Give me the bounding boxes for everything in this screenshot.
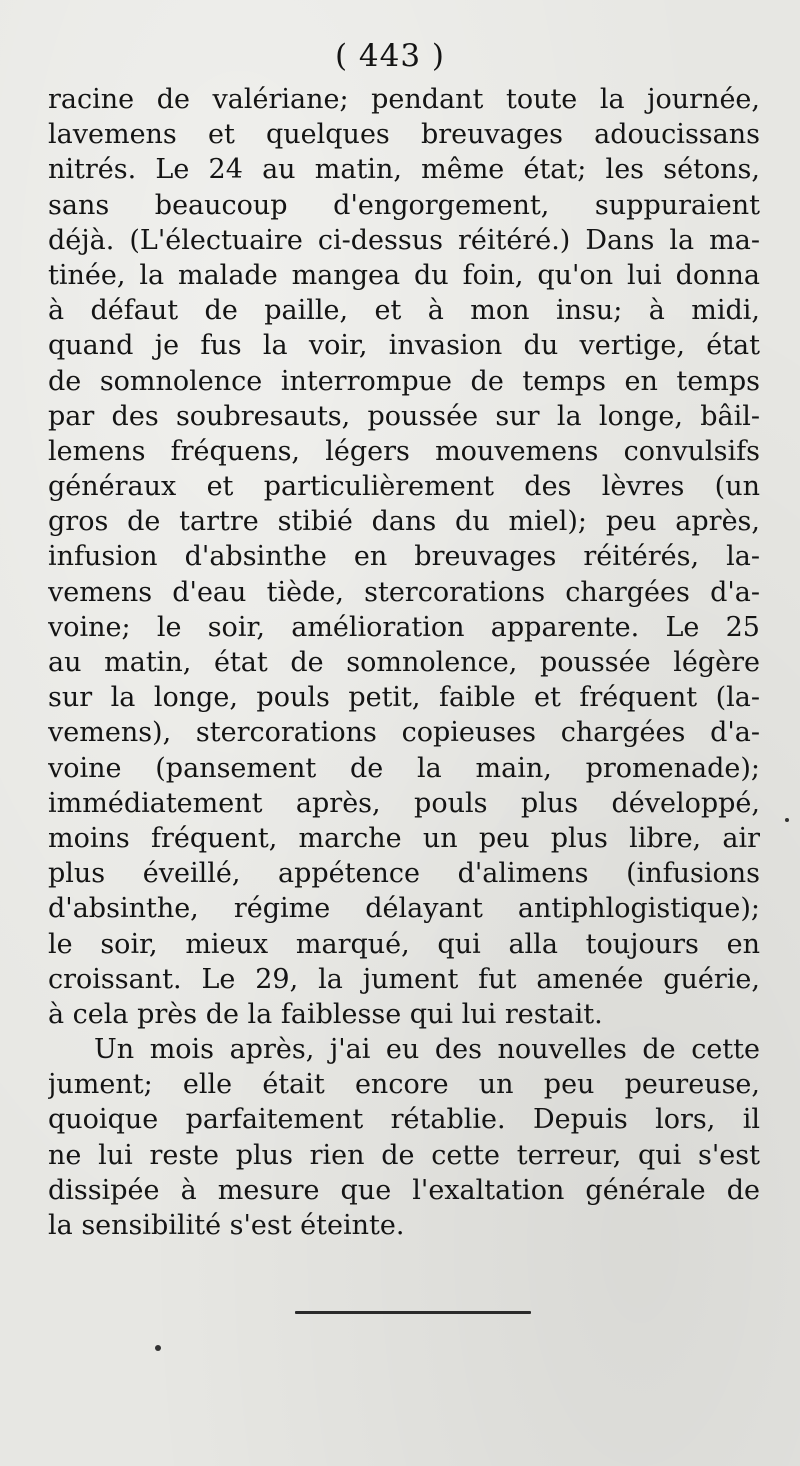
text-line: la sensibilité s'est éteinte. <box>48 1210 405 1241</box>
text-line: à défaut de paille, et à mon insu; à midi, <box>48 295 760 327</box>
ink-speck <box>155 1345 161 1351</box>
text-line: d'absinthe, régime délayant antiphlogistique); <box>48 893 760 925</box>
paragraph-1 <box>48 82 760 1032</box>
text-line: généraux et particulièrement des lèvres (un <box>48 471 760 503</box>
text-line: sans beaucoup d'engorgement, suppuraient <box>48 189 760 221</box>
text-line: vemens), stercorations copieuses chargées d'a- <box>48 717 760 749</box>
text-line: quand je fus la voir, invasion du vertige, état <box>48 330 760 362</box>
text-line: le soir, mieux marqué, qui alla toujours en <box>48 928 760 960</box>
text-line: ne lui reste plus rien de cette terreur, qui s'est <box>48 1139 760 1171</box>
text-line: lavemens et quelques breuvages adoucissans <box>48 119 760 151</box>
text-line: vemens d'eau tiède, stercorations chargées d'a- <box>48 576 760 608</box>
text-line: Un mois après, j'ai eu des nouvelles de cette <box>94 1034 760 1066</box>
text-line: voine (pansement de la main, promenade); <box>48 752 760 784</box>
text-line: par des soubresauts, poussée sur la longe, bâil- <box>48 400 760 432</box>
text-line: lemens fréquens, légers mouvemens convulsifs <box>48 435 760 467</box>
text-line: dissipée à mesure que l'exaltation générale de <box>48 1174 760 1206</box>
text-line: jument; elle était encore un peu peureuse, <box>48 1069 760 1101</box>
body-text <box>48 82 760 1243</box>
text-line: sur la longe, pouls petit, faible et fréquent (la- <box>48 682 760 714</box>
text-line: de somnolence interrompue de temps en temps <box>48 365 760 397</box>
text-line: voine; le soir, amélioration apparente. Le 25 <box>48 611 760 643</box>
text-line: quoique parfaitement rétablie. Depuis lors, il <box>48 1104 760 1136</box>
paragraph-2 <box>48 1032 760 1243</box>
page-number: ( 443 ) <box>334 38 446 74</box>
text-line: moins fréquent, marche un peu plus libre, air <box>48 822 760 854</box>
text-line: déjà. (L'électuaire ci-dessus réitéré.) Dans la ma- <box>48 224 760 256</box>
text-line: à cela près de la faiblesse qui lui restait. <box>48 998 603 1030</box>
text-line: nitrés. Le 24 au matin, même état; les sétons, <box>48 154 760 186</box>
text-line: au matin, état de somnolence, poussée légère <box>48 647 760 678</box>
text-line: racine de valériane; pendant toute la journée, <box>48 84 760 115</box>
text-line: infusion d'absinthe en breuvages réitérés, la- <box>48 541 760 573</box>
text-line: croissant. Le 29, la jument fut amenée guérie, <box>48 963 760 995</box>
section-divider-rule <box>295 1311 531 1314</box>
text-line: immédiatement après, pouls plus développé, <box>48 787 760 819</box>
text-line: plus éveillé, appétence d'alimens (infusions <box>48 858 760 890</box>
text-line: gros de tartre stibié dans du miel); peu après, <box>48 506 760 538</box>
ink-speck <box>785 818 789 822</box>
text-line: tinée, la malade mangea du foin, qu'on lui donna <box>48 259 760 291</box>
